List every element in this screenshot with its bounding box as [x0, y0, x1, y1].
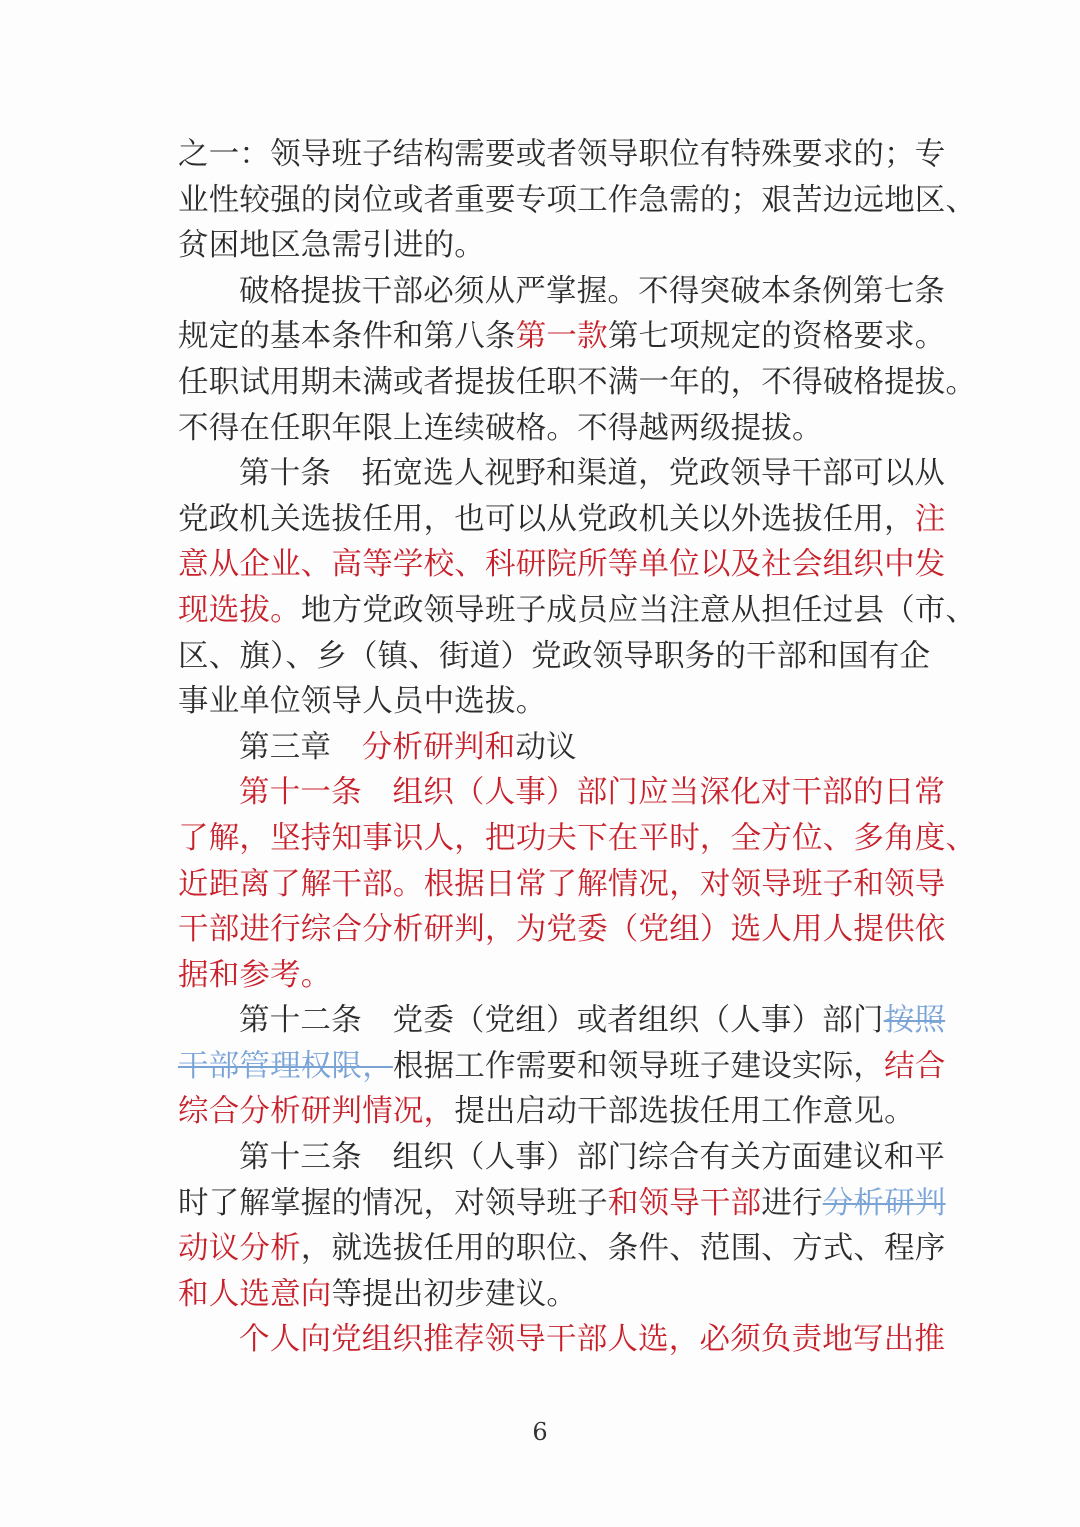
body-text: 区、旗）、乡（镇、街道）党政领导职务的干部和国有企 [178, 638, 931, 674]
inserted-text: 意从企业、高等学校、科研院所等单位以及社会组织中发 [178, 547, 946, 583]
text-line [178, 497, 946, 543]
inserted-text: 分析研判和 [361, 729, 516, 765]
body-text: 第七项规定的资格要求。 [607, 319, 946, 355]
body-text: 第十二条 党委（党组）或者组织（人事）部门 [239, 1003, 884, 1039]
body-text: 第十条 拓宽选人视野和渠道，党政领导干部可以从 [239, 456, 946, 492]
text-line [178, 907, 946, 953]
text-line [178, 1226, 946, 1272]
text-line [178, 314, 946, 360]
text-line [178, 588, 977, 634]
inserted-text: 综合分析研判情况， [178, 1094, 455, 1130]
inserted-text: 现选拔。 [178, 592, 301, 628]
body-text: 进行 [761, 1185, 823, 1221]
text-line [178, 360, 977, 406]
inserted-text: 注 [914, 501, 946, 537]
body-text: 时了解掌握的情况，对领导班子 [178, 1185, 608, 1221]
text-line [178, 770, 946, 816]
text-line [178, 178, 977, 224]
body-text: 之一：领导班子结构需要或者领导职位有特殊要求的；专 [178, 137, 946, 172]
inserted-text: 第十一条 组织（人事）部门应当深化对干部的日常 [239, 775, 946, 811]
text-line [178, 816, 977, 862]
text-line [178, 679, 934, 725]
inserted-text: 据和参考。 [178, 957, 332, 993]
text-line [178, 1135, 946, 1181]
inserted-text: 和人选意向 [178, 1276, 332, 1312]
body-text: 第十三条 组织（人事）部门综合有关方面建议和平 [239, 1140, 946, 1176]
inserted-text: 近距离了解干部。根据日常了解情况，对领导班子和领导 [178, 866, 946, 902]
text-line [178, 725, 934, 771]
body-text: 动议 [515, 729, 577, 765]
text-line [178, 542, 946, 588]
text-line [178, 953, 934, 999]
body-text: 党政机关选拔任用，也可以从党政机关以外选拔任用， [178, 501, 915, 537]
body-text: ，就选拔任用的职位、条件、范围、方式、程序 [300, 1231, 946, 1267]
text-line [178, 998, 946, 1044]
body-text: 破格提拔干部必须从严掌握。不得突破本条例第七条 [239, 273, 946, 309]
regulation-text-block [178, 132, 977, 1363]
text-line [178, 634, 934, 680]
inserted-text: 第一款 [515, 319, 608, 355]
text-line [178, 406, 934, 452]
inserted-text: 结合 [884, 1048, 946, 1084]
body-text: 提出启动干部选拔任用工作意见。 [454, 1094, 915, 1130]
text-line [178, 269, 946, 315]
inserted-text: 个人向党组织推荐领导干部人选，必须负责地写出推 [239, 1322, 946, 1358]
deleted-text: 干部管理权限， [178, 1048, 393, 1084]
body-text: 业性较强的岗位或者重要专项工作急需的；艰苦边远地区、 [178, 182, 977, 218]
page-number: 6 [532, 1418, 548, 1446]
inserted-text: 和领导干部 [607, 1185, 762, 1221]
inserted-text: 动议分析 [178, 1231, 301, 1267]
text-line [178, 132, 946, 178]
inserted-text: 干部进行综合分析研判，为党委（党组）选人用人提供依 [178, 912, 946, 948]
text-line [178, 1181, 946, 1227]
inserted-text: 了解，坚持知事识人，把功夫下在平时，全方位、多角度、 [178, 820, 977, 856]
text-line [178, 1272, 934, 1318]
body-text: 事业单位领导人员中选拔。 [178, 684, 547, 720]
deleted-text: 分析研判 [822, 1185, 946, 1221]
text-line [178, 451, 946, 497]
body-text: 地方党政领导班子成员应当注意从担任过县（市、 [300, 592, 977, 628]
body-text: 任职试用期未满或者提拔任职不满一年的，不得破格提拔。 [178, 364, 977, 400]
text-line [178, 1089, 934, 1135]
body-text: 第三章 [239, 729, 362, 765]
body-text: 规定的基本条件和第八条 [178, 319, 516, 355]
body-text: 不得在任职年限上连续破格。不得越两级提拔。 [178, 410, 823, 446]
deleted-text: 按照 [883, 1003, 946, 1039]
text-line [178, 223, 934, 269]
text-line [178, 862, 946, 908]
body-text: 根据工作需要和领导班子建设实际， [392, 1048, 885, 1084]
body-text: 等提出初步建议。 [331, 1276, 578, 1312]
text-line [178, 1044, 946, 1090]
body-text: 贫困地区急需引进的。 [178, 228, 485, 264]
text-line [178, 1317, 946, 1363]
